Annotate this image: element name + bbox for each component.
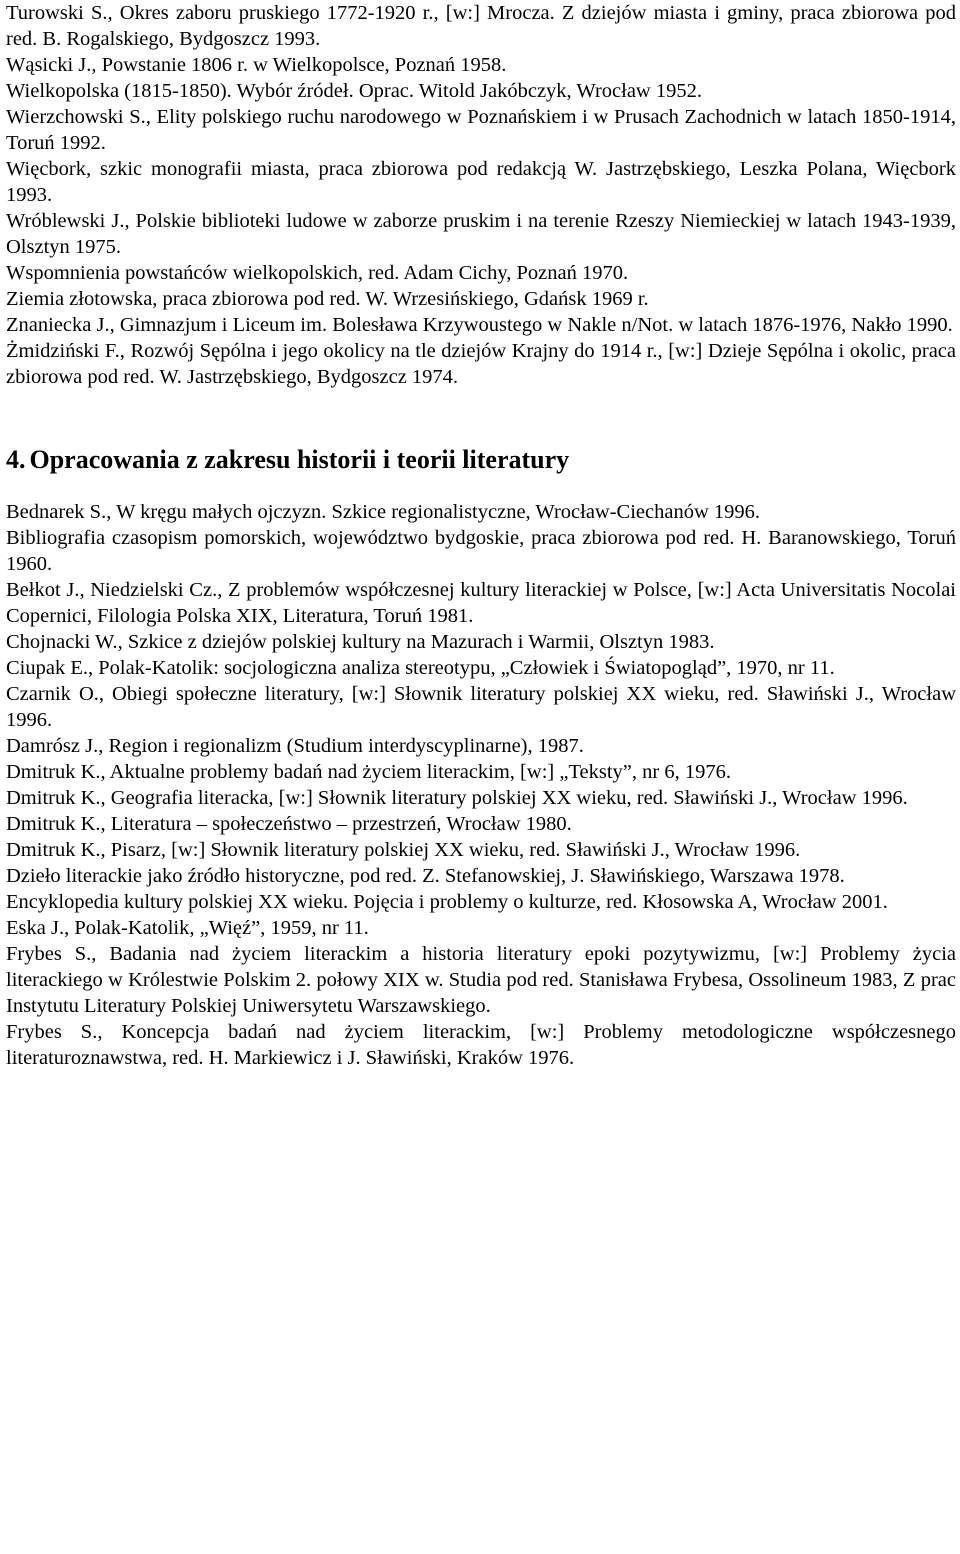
bibliography-entry: Dzieło literackie jako źródło historyczne, pod red. Z. Stefanowskiej, J. Sławińskiego, Warszawa 1978.	[6, 865, 845, 887]
bibliography-entry: Ziemia złotowska, praca zbiorowa pod red. W. Wrzesińskiego, Gdańsk 1969 r.	[6, 288, 649, 310]
bibliography-list-history	[6, 0, 956, 390]
bibliography-entry: Bibliografia czasopism pomorskich, województwo bydgoskie, praca zbiorowa pod red. H. Baranowskiego, Toruń 1960.	[6, 527, 956, 575]
bibliography-entry: Dmitruk K., Pisarz, [w:] Słownik literatury polskiej XX wieku, red. Sławiński J., Wrocław 1996.	[6, 839, 801, 861]
bibliography-entry: Frybes S., Koncepcja badań nad życiem literackim, [w:] Problemy metodologiczne współczesnego literaturoznawstwa, red. H. Markiewicz i J. Sławiński, Kraków 1976.	[6, 1021, 956, 1069]
bibliography-entry: Więcbork, szkic monografii miasta, praca zbiorowa pod redakcją W. Jastrzębskiego, Leszka Polana, Więcbork 1993.	[6, 158, 956, 206]
bibliography-entry: Dmitruk K., Geografia literacka, [w:] Słownik literatury polskiej XX wieku, red. Sławiński J., Wrocław 1996.	[6, 787, 908, 809]
bibliography-entry: Wróblewski J., Polskie biblioteki ludowe w zaborze pruskim i na terenie Rzeszy Niemieckiej w latach 1943-1939, Olsztyn 1975.	[6, 210, 956, 258]
bibliography-list-literature	[6, 499, 956, 1071]
bibliography-entry: Czarnik O., Obiegi społeczne literatury, [w:] Słownik literatury polskiej XX wieku, red. Sławiński J., Wrocław 1996.	[6, 683, 956, 731]
bibliography-entry: Bełkot J., Niedzielski Cz., Z problemów współczesnej kultury literackiej w Polsce, [w:] Acta Universitatis Nocolai Copernici, Filologia Polska XIX, Literatura, Toruń 1981.	[6, 579, 956, 627]
bibliography-entry: Ciupak E., Polak-Katolik: socjologiczna analiza stereotypu, „Człowiek i Światopogląd”, 1970, nr 11.	[6, 657, 835, 679]
section-number: 4.	[6, 445, 26, 474]
bibliography-entry: Znaniecka J., Gimnazjum i Liceum im. Bolesława Krzywoustego w Nakle n/Not. w latach 1876-1976, Nakło 1990.	[6, 314, 953, 336]
section-title: Opracowania z zakresu historii i teorii literatury	[29, 445, 570, 474]
bibliography-entry: Wąsicki J., Powstanie 1806 r. w Wielkopolsce, Poznań 1958.	[6, 54, 507, 76]
bibliography-entry: Żmidziński F., Rozwój Sępólna i jego okolicy na tle dziejów Krajny do 1914 r., [w:] Dzieje Sępólna i okolic, praca zbiorowa pod red. W. Jastrzębskiego, Bydgoszcz 1974.	[6, 340, 956, 388]
bibliography-entry: Frybes S., Badania nad życiem literackim a historia literatury epoki pozytywizmu, [w:] Problemy życia literackiego w Królestwie Polskim 2. połowy XIX w. Studia pod red. Stanisława Frybesa, Ossolineum 1983, Z prac Instytutu Literatury Polskiej Uniwersytetu Warszawskiego.	[6, 943, 956, 1017]
bibliography-entry: Dmitruk K., Aktualne problemy badań nad życiem literackim, [w:] „Teksty”, nr 6, 1976.	[6, 761, 731, 783]
bibliography-entry: Dmitruk K., Literatura – społeczeństwo – przestrzeń, Wrocław 1980.	[6, 813, 572, 835]
bibliography-entry: Damrósz J., Region i regionalizm (Studium interdyscyplinarne), 1987.	[6, 735, 584, 757]
section-heading	[6, 443, 956, 477]
bibliography-entry: Wierzchowski S., Elity polskiego ruchu narodowego w Poznańskiem i w Prusach Zachodnich w latach 1850-1914, Toruń 1992.	[6, 106, 956, 154]
bibliography-entry: Turowski S., Okres zaboru pruskiego 1772-1920 r., [w:] Mrocza. Z dziejów miasta i gminy, praca zbiorowa pod red. B. Rogalskiego, Bydgoszcz 1993.	[6, 2, 956, 50]
bibliography-entry: Eska J., Polak-Katolik, „Więź”, 1959, nr 11.	[6, 917, 369, 939]
bibliography-entry: Chojnacki W., Szkice z dziejów polskiej kultury na Mazurach i Warmii, Olsztyn 1983.	[6, 631, 715, 653]
bibliography-entry: Encyklopedia kultury polskiej XX wieku. Pojęcia i problemy o kulturze, red. Kłosowska A, Wrocław 2001.	[6, 891, 888, 913]
bibliography-entry: Wspomnienia powstańców wielkopolskich, red. Adam Cichy, Poznań 1970.	[6, 262, 629, 284]
bibliography-entry: Wielkopolska (1815-1850). Wybór źródeł. Oprac. Witold Jakóbczyk, Wrocław 1952.	[6, 80, 702, 102]
bibliography-entry: Bednarek S., W kręgu małych ojczyzn. Szkice regionalistyczne, Wrocław-Ciechanów 1996.	[6, 501, 761, 523]
